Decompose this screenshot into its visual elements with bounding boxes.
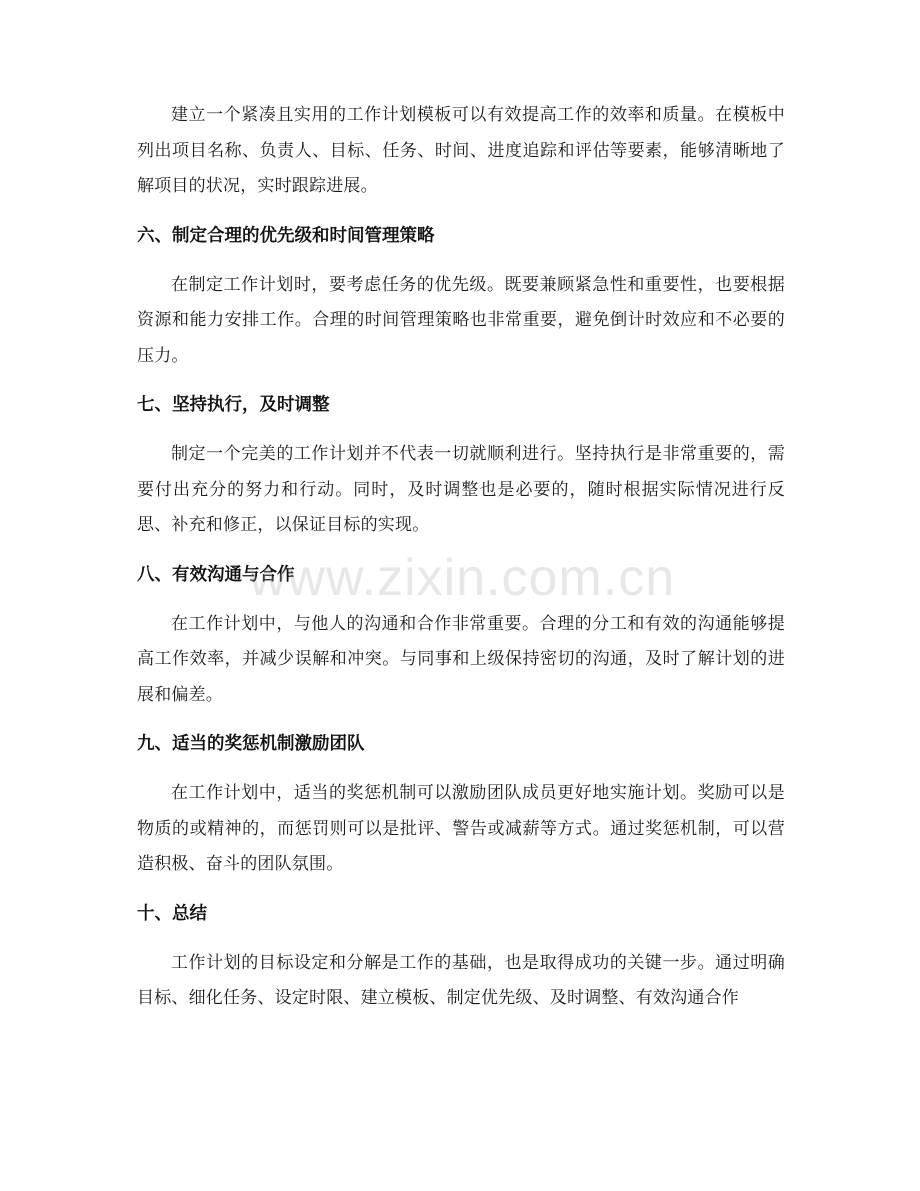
document-body [137,98,785,1017]
paragraph-summary: 工作计划的目标设定和分解是工作的基础，也是取得成功的关键一步。通过明确目标、细化任务、设定时限、建立模板、制定优先级、及时调整、有效沟通合作 [137,952,785,1008]
paragraph-communication: 在工作计划中，与他人的沟通和合作非常重要。合理的分工和有效的沟通能够提高工作效率，并减少误解和冲突。与同事和上级保持密切的沟通，及时了解计划的进展和偏差。 [137,613,785,705]
paragraph-priority: 在制定工作计划时，要考虑任务的优先级。既要兼顾紧急性和重要性，也要根据资源和能力安排工作。合理的时间管理策略也非常重要，避免倒计时效应和不必要的压力。 [137,274,785,366]
section-heading-communication: 八、有效沟通与合作 [137,564,295,585]
paragraph-template: 建立一个紧凑且实用的工作计划模板可以有效提高工作的效率和质量。在模板中列出项目名称、负责人、目标、任务、时间、进度追踪和评估等要素，能够清晰地了解项目的状况，实时跟踪进展。 [137,105,785,196]
section-heading-priority: 六、制定合理的优先级和时间管理策略 [137,225,435,246]
section-heading-execution: 七、坚持执行，及时调整 [137,395,330,415]
section-heading-incentive: 九、适当的奖惩机制激励团队 [137,734,365,754]
watermark-text: www.zixin.com.cn [248,549,676,607]
section-heading-summary: 十、总结 [137,903,207,924]
paragraph-execution: 制定一个完美的工作计划并不代表一切就顺利进行。坚持执行是非常重要的，需要付出充分的努力和行动。同时，及时调整也是必要的，随时根据实际情况进行反思、补充和修正，以保证目标的实现。 [137,444,785,535]
paragraph-incentive: 在工作计划中，适当的奖惩机制可以激励团队成员更好地实施计划。奖励可以是物质的或精神的，而惩罚则可以是批评、警告或减薪等方式。通过奖惩机制，可以营造积极、奋斗的团队氛围。 [137,783,785,874]
